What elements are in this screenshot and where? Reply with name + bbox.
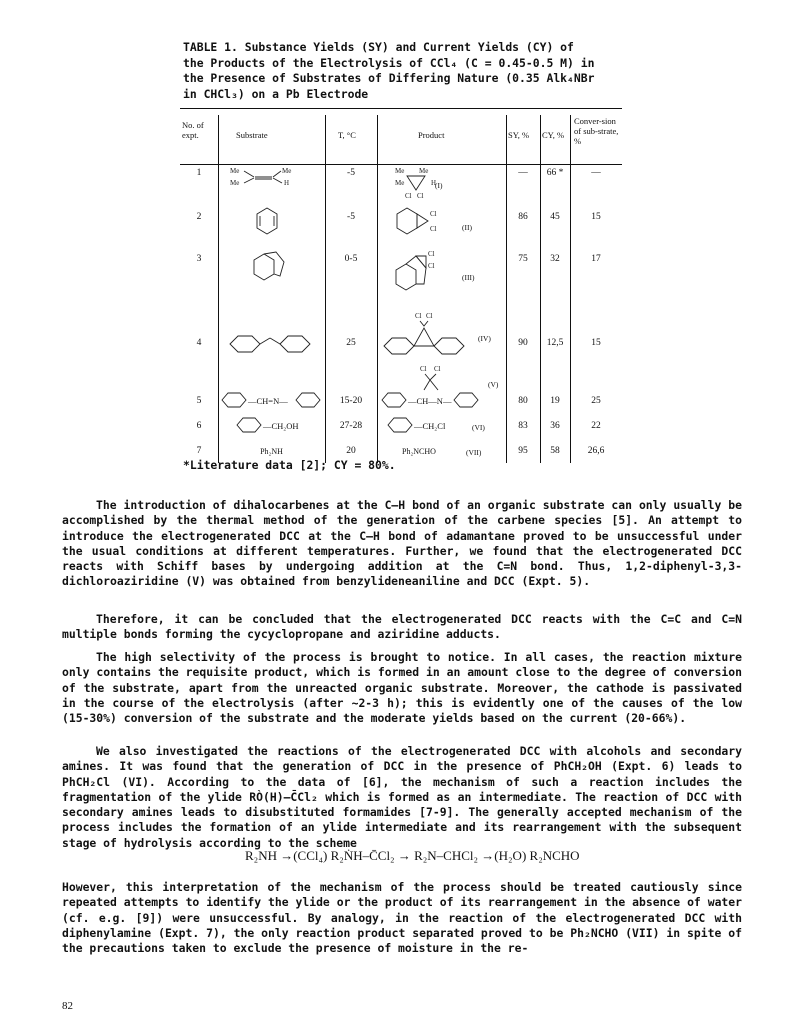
row4-temp: 25 [346, 338, 356, 348]
substrate-text-6: —CH₂OH [263, 421, 299, 431]
header-substrate: Substrate [236, 130, 268, 140]
row2-temp: -5 [347, 212, 355, 222]
row5-temp: 15-20 [339, 396, 363, 406]
header-cy: CY, % [542, 130, 565, 140]
row6-cy: 36 [550, 421, 560, 431]
product-structure-3 [392, 250, 462, 302]
product-text-6: —CH₂Cl [414, 421, 446, 431]
product-ring-5a [380, 391, 410, 409]
svg-text:H: H [431, 179, 437, 187]
row1-no: 1 [196, 168, 202, 178]
product-label-2: (II) [462, 223, 472, 232]
header-no: No. of expt. [182, 120, 204, 140]
header-sy: SY, % [508, 130, 530, 140]
row3-cy: 32 [550, 254, 560, 264]
svg-text:Cl: Cl [428, 250, 435, 258]
substrate-structure-2 [255, 206, 285, 246]
product-label-5: (V) [488, 380, 499, 389]
row5-conversion: 25 [591, 396, 601, 406]
paragraph: The high selectivity of the process is brought to notice. In all cases, the reaction mixture only contains the requisite product, which is formed in an amount close to the degree of conversion of the substrate, apart from the unreacted organic substrate. Moreover, the cathode is passivated in the course of the electrolysis (after ~2-3 h); this is evidently one of the causes of the low (15-30%) conversion of the substrate and the moderate yields based on the current (20-66%). [62, 650, 742, 726]
svg-text:Me: Me [230, 179, 240, 187]
row1-temp: -5 [347, 168, 355, 178]
row1-cy: 66 * [546, 168, 564, 178]
row5-cy: 19 [550, 396, 560, 406]
row5-sy: 80 [518, 396, 528, 406]
svg-text:Me: Me [395, 167, 405, 175]
table-top-rule [180, 108, 622, 109]
svg-text:Cl: Cl [420, 365, 427, 373]
product-ring-5b [452, 391, 482, 409]
product-label-1: (I) [435, 181, 443, 190]
svg-text:Cl: Cl [430, 210, 437, 218]
paragraph: We also investigated the reactions of the electrogenerated DCC with alcohols and secondary amines. It was found that the generation of DCC in the presence of PhCH₂OH (Expt. 6) leads to PhCH₂Cl (VI). According to the data of [6], the mechanism of such a reaction includes the fragmentation of the ylide RÒ(H)–C̄Cl₂ which is formed as an intermediate. The reaction of DCC with secondary amines leads to disubstituted formamides [7-9]. The generally accepted mechanism of the process includes the formation of an ylide intermediate and its rearrangement with the subsequent stage of hydrolysis according to the scheme [62, 744, 742, 850]
row4-sy: 90 [518, 338, 528, 348]
svg-text:Cl: Cl [417, 192, 424, 200]
row3-temp: 0-5 [344, 254, 358, 264]
svg-text:Me: Me [395, 179, 405, 187]
row6-no: 6 [196, 421, 202, 431]
substrate-ring-5b [294, 391, 324, 409]
row6-conversion: 22 [591, 421, 601, 431]
row6-temp: 27-28 [339, 421, 363, 431]
svg-text:Cl: Cl [415, 312, 422, 320]
row7-no: 7 [196, 446, 202, 456]
row2-cy: 45 [550, 212, 560, 222]
svg-text:Cl: Cl [434, 365, 441, 373]
svg-text:H: H [284, 179, 290, 187]
row7-sy: 95 [518, 446, 528, 456]
row6-sy: 83 [518, 421, 528, 431]
svg-text:Cl: Cl [405, 192, 412, 200]
svg-text:Cl: Cl [430, 225, 437, 233]
row7-cy: 58 [550, 446, 560, 456]
product-cl-group-5 [416, 364, 456, 390]
row3-sy: 75 [518, 254, 528, 264]
substrate-structure-1 [228, 166, 318, 196]
row3-conversion: 17 [591, 254, 601, 264]
row1-sy: — [518, 168, 528, 178]
product-label-4: (IV) [478, 334, 491, 343]
header-conversion: Conver-sion of sub-strate, % [574, 116, 619, 146]
paragraph: The introduction of dihalocarbenes at the C–H bond of an organic substrate can only usually be accomplished by the thermal method of the generation of the carbene species [5]. An attempt to introduce the electrogenerated DCC at the C–H bond of adamantane proved to be unsuccessful under the usual conditions at different temperatures. Further, we found that the electrogenerated DCC reacts with Schiff bases by undergoing addition at the C=N bond. Thus, 1,2-diphenyl-3,3-dichloroaziridine (V) was obtained from benzylideneaniline and DCC (Expt. 5). [62, 498, 742, 589]
svg-text:Me: Me [419, 167, 429, 175]
row4-conversion: 15 [591, 338, 601, 348]
header-product: Product [418, 130, 445, 140]
product-label-3: (III) [462, 273, 475, 282]
row5-no: 5 [196, 396, 202, 406]
table-caption: TABLE 1. Substance Yields (SY) and Current Yields (CY) of the Products of the Electrolysis of CCl₄ (C = 0.45-0.5 M) in the Presence of Substrates of Differing Nature (0.35 Alk₄NBr in CHCl₃) on a Pb Electrode [183, 40, 595, 101]
product-text-5: —CH—N— [408, 396, 452, 406]
paragraph: Therefore, it can be concluded that the electrogenerated DCC reacts with the C=C and C=N multiple bonds forming the cycyclopropane and aziridine adducts. [62, 612, 742, 642]
row7-temp: 20 [346, 446, 356, 456]
substrate-ring-5a [220, 391, 250, 409]
row1-conversion: — [591, 168, 601, 178]
col-divider [377, 115, 378, 463]
results-table [180, 108, 622, 458]
substrate-text-5: —CH=N— [248, 396, 288, 406]
row3-no: 3 [196, 254, 202, 264]
product-structure-2 [395, 206, 465, 246]
product-text-7: Ph₂NCHO [402, 447, 436, 456]
row4-no: 4 [196, 338, 202, 348]
col-divider [218, 115, 219, 463]
product-label-6: (VI) [472, 423, 485, 432]
svg-text:Cl: Cl [426, 312, 433, 320]
row2-conversion: 15 [591, 212, 601, 222]
product-structure-4 [382, 312, 474, 360]
substrate-ring-6 [235, 416, 265, 434]
product-ring-6 [386, 416, 416, 434]
reaction-scheme: R₂NH →(CCl₄) R₂ṄH–C̄Cl₂ → R₂N–CHCl₂ →(H₂O) R₂NCHO [245, 848, 580, 863]
svg-text:Cl: Cl [428, 262, 435, 270]
table-header-rule [180, 164, 622, 165]
substrate-text-7: Ph₂NH [260, 447, 283, 456]
substrate-structure-3 [250, 250, 290, 286]
svg-text:Me: Me [230, 167, 240, 175]
header-temp: T, °C [338, 130, 356, 140]
paragraph: However, this interpretation of the mechanism of the process should be treated cautiously since repeated attempts to identify the ylide or the product of its rearrangement in the absence of water (cf. e.g. [9]) were unsuccessful. By analogy, in the reaction of the electrogenerated DCC with diphenylamine (Expt. 7), the only reaction product separated proved to be Ph₂NCHO (VII) in spite of the precautions taken to exclude the presence of moisture in the re- [62, 880, 742, 956]
page-number: 82 [62, 1000, 73, 1012]
substrate-structure-4 [228, 330, 320, 358]
row2-no: 2 [196, 212, 202, 222]
row2-sy: 86 [518, 212, 528, 222]
row4-cy: 12,5 [546, 338, 564, 348]
table-footnote: *Literature data [2]; CY = 80%. [183, 458, 396, 472]
row7-conversion: 26,6 [587, 446, 605, 456]
svg-text:Me: Me [282, 167, 292, 175]
product-label-7: (VII) [466, 448, 482, 457]
